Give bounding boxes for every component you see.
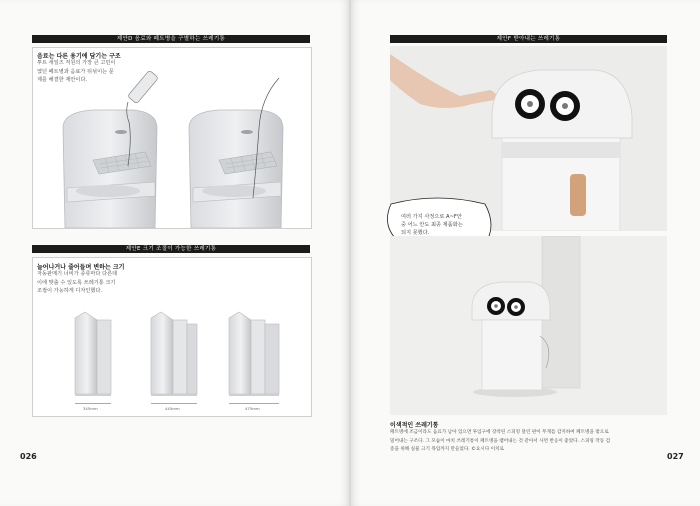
bin-right: [189, 78, 283, 228]
section-d-illustration-panel: [32, 47, 312, 229]
left-page: [0, 0, 349, 506]
section-f-title-bar: [390, 35, 667, 43]
bubble-line: 중 어느 안도 최종 제품화는: [401, 222, 463, 228]
caption-line: 였던 페트병과 음료가 뒤섞이는 문: [37, 68, 114, 75]
section-f-caption-body: [390, 429, 672, 455]
dimension-label-medium: 445mm: [165, 406, 180, 411]
section-e-illustration-panel: [32, 257, 312, 417]
dimension-label-small: 345mm: [83, 406, 98, 411]
caption-line: 밀어내는 구조다. 그 모습이 마치 쓰레기통이 페트병을 뱉어내는 것 같아서 사면 반응이 좋았다. 스피링 작동 검: [390, 438, 611, 444]
speech-bubble-text: [401, 213, 491, 237]
section-d-title: 제안D 음료와 페트병을 구별하는 쓰레기통: [116, 36, 226, 42]
dimension-line: [151, 403, 197, 404]
section-d-caption-body: [37, 59, 157, 85]
photo-bin-by-vending-machine: [390, 236, 667, 415]
bubble-line: 되지 못했다.: [401, 230, 430, 236]
caption-line: 조절이 가능하게 디자인했다.: [37, 288, 103, 295]
caption-line: 페트병에 조금이라도 음료가 남아 있으면 투입구에 장착된 스피킹 달린 판이 무게를 감지하여 페트병을 밖으로: [390, 430, 609, 435]
section-d-caption-title: 음료는 다른 용기에 담기는 구조: [37, 53, 121, 60]
dimension-line: [75, 403, 111, 404]
caption-line: 제를 해결한 제안이다.: [37, 77, 88, 84]
caption-line: 투트 세일즈 직원의 가장 큰 고민이: [37, 60, 116, 66]
bin-size-medium: [151, 312, 197, 396]
section-e-title-bar: [32, 245, 310, 253]
right-page: [351, 0, 700, 506]
section-f-caption-title: 이색적인 쓰레기통: [390, 422, 439, 429]
bin-left: [63, 110, 157, 228]
section-e-caption-title: 늘어나거나 줄어들며 변하는 크기: [37, 264, 125, 271]
caption-line: 이에 맞출 수 있도록 쓰레기통 크기: [37, 279, 116, 286]
section-e-caption-body: [37, 270, 157, 296]
section-f-title: 제안F 받아내는 쓰레기통: [496, 36, 561, 42]
bin-size-large: [229, 312, 279, 396]
section-e-title: 제안E 크기 조절이 가능한 쓰레기통: [125, 246, 217, 252]
dimension-label-large: 475mm: [245, 406, 260, 411]
photo-bin-small-drawing: [390, 236, 667, 415]
section-d-title-bar: [32, 35, 310, 43]
caption-line: 자동판매기 너비가 종류마다 다른데: [37, 271, 118, 277]
bottle-in-bin: [570, 174, 586, 216]
caption-line: 증을 위해 실물 크기 목업까지 만들었다. ©요시다 이치로: [390, 447, 504, 453]
bubble-line: 여러 가지 사정으로 A~F안: [401, 214, 462, 220]
bin-size-small: [75, 312, 111, 396]
left-page-number: 026: [20, 452, 37, 461]
right-page-number: 027: [667, 452, 684, 461]
dimension-line: [229, 403, 279, 404]
